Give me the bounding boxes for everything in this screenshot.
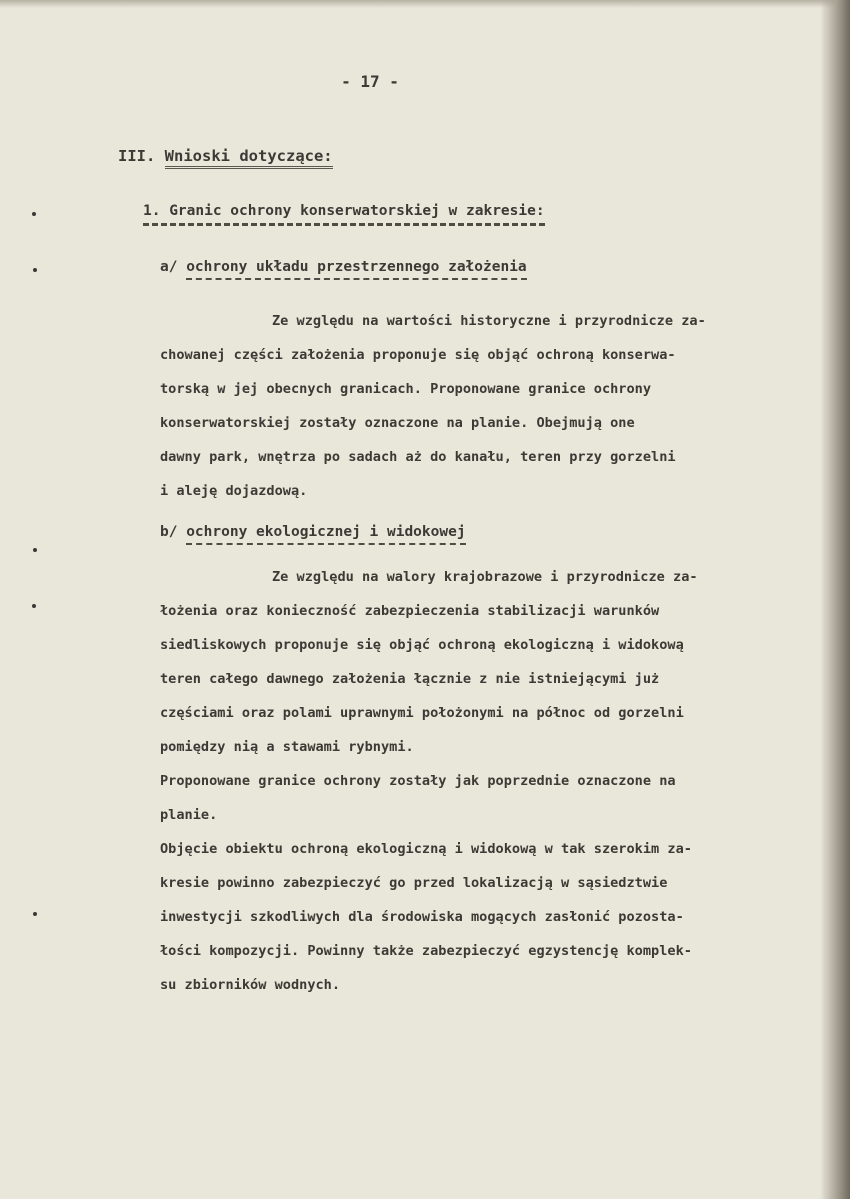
margin-mark xyxy=(32,212,36,216)
subsection-a-marker: a/ xyxy=(160,259,178,275)
margin-mark xyxy=(33,548,37,552)
page-right-shadow xyxy=(820,0,850,1199)
paragraph-b-line: częściami oraz polami uprawnymi położonymi na północ od gorzelni xyxy=(160,705,684,721)
subsection-a-heading xyxy=(160,259,527,275)
subsection-b-marker: b/ xyxy=(160,524,178,540)
page-top-shadow xyxy=(0,0,850,8)
subsection-1-heading: 1. Granic ochrony konserwatorskiej w zakresie: xyxy=(143,203,545,226)
paragraph-a-line: i aleję dojazdową. xyxy=(160,483,308,499)
paragraph-a-line: dawny park, wnętrza po sadach aż do kanału, teren przy gorzelni xyxy=(160,449,676,465)
section-title: Wnioski dotyczące: xyxy=(165,147,333,169)
subsection-b-heading xyxy=(160,524,466,540)
margin-mark xyxy=(33,268,37,272)
paragraph-b-line: planie. xyxy=(160,807,218,823)
paragraph-b-line: Ze względu na walory krajobrazowe i przyrodnicze za- xyxy=(272,569,698,585)
paragraph-b-line: inwestycji szkodliwych dla środowiska mogących zasłonić pozosta- xyxy=(160,909,684,925)
section-number: III. xyxy=(118,147,156,165)
subsection-b-title: ochrony ekologicznej i widokowej xyxy=(186,524,465,545)
paragraph-a-line: konserwatorskiej zostały oznaczone na planie. Obejmują one xyxy=(160,415,635,431)
paragraph-a-line: Ze względu na wartości historyczne i przyrodnicze za- xyxy=(272,313,706,329)
paragraph-b-line: łożenia oraz konieczność zabezpieczenia stabilizacji warunków xyxy=(160,603,660,619)
paragraph-a-line: torską w jej obecnych granicach. Proponowane granice ochrony xyxy=(160,381,652,397)
paragraph-b-line: Proponowane granice ochrony zostały jak poprzednie oznaczone na xyxy=(160,773,676,789)
margin-mark xyxy=(33,912,37,916)
section-heading xyxy=(118,147,333,165)
paragraph-b-line: Objęcie obiektu ochroną ekologiczną i widokową w tak szerokim za- xyxy=(160,841,692,857)
paragraph-a-line: chowanej części założenia proponuje się objąć ochroną konserwa- xyxy=(160,347,676,363)
paragraph-b-line: siedliskowych proponuje się objąć ochroną ekologiczną i widokową xyxy=(160,637,684,653)
margin-mark xyxy=(32,604,36,608)
paragraph-b-line: kresie powinno zabezpieczyć go przed lokalizacją w sąsiedztwie xyxy=(160,875,668,891)
paragraph-b-line: pomiędzy nią a stawami rybnymi. xyxy=(160,739,414,755)
paragraph-b-line: su zbiorników wodnych. xyxy=(160,977,341,993)
subsection-a-title: ochrony układu przestrzennego założenia xyxy=(186,259,526,280)
paragraph-b-line: teren całego dawnego założenia łącznie z nie istniejącymi już xyxy=(160,671,660,687)
page-number: - 17 - xyxy=(341,72,399,91)
paragraph-b-line: łości kompozycji. Powinny także zabezpieczyć egzystencję komplek- xyxy=(160,943,692,959)
